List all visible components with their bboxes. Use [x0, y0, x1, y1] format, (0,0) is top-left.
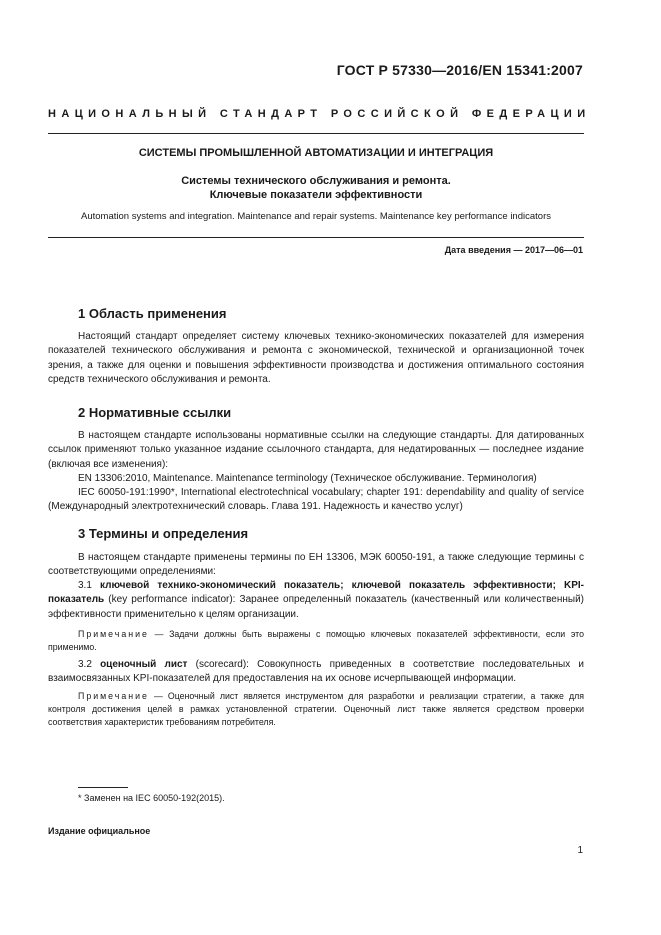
- note-2: Примечание — Оценочный лист является инструментом для разработки и реализации стратегии, а также для контроля достижения целей в рамках установленной стратегии. Оценочный лист также является средством проверки соответствия характеристик требованиям потребителя.: [48, 691, 584, 727]
- section-2-paragraph: В настоящем стандарте использованы нормативные ссылки на следующие стандарты. Для датированных ссылок применяют только указанное издание ссылочного стандарта, для недатированных — последнее издание (включая все изменения):: [48, 430, 584, 470]
- term-3-1-name: ключевой технико-экономический показатель; ключевой показатель эффективности; KPI-показатель: [48, 580, 584, 606]
- footnote: * Заменен на IEC 60050-192(2015).: [78, 793, 225, 803]
- footnote-divider: [78, 787, 128, 788]
- subtitle-line-2: Ключевые показатели эффективности: [209, 189, 423, 201]
- title-divider: [48, 237, 584, 238]
- document-title: СИСТЕМЫ ПРОМЫШЛЕННОЙ АВТОМАТИЗАЦИИ И ИНТЕГРАЦИЯ: [138, 147, 494, 159]
- term-3-2: 3.2 оценочный лист (scorecard): Совокупность приведенных в соответствие последовательных и взаимосвязанных KPI-показателей для предоставления на их основе исчерпывающей информации.: [48, 659, 584, 685]
- introduction-date: Дата введения — 2017—06—01: [444, 245, 583, 255]
- official-edition-label: Издание официальное: [48, 826, 151, 836]
- page-number: 1: [577, 845, 583, 856]
- section-3-heading: 3 Термины и определения: [78, 526, 249, 541]
- note-1: Примечание — Задачи должны быть выражены с помощью ключевых показателей эффективности, если это применимо.: [48, 629, 584, 652]
- term-3-1: 3.1 ключевой технико-экономический показатель; ключевой показатель эффективности; KPI-показатель (key performance indicator): Заранее определенный показатель (качественный или количественный) эффективности применительно к целям организации.: [48, 580, 584, 620]
- national-standard-banner: НАЦИОНАЛЬНЫЙ СТАНДАРТ РОССИЙСКОЙ ФЕДЕРАЦИИ: [48, 108, 591, 120]
- section-2-heading: 2 Нормативные ссылки: [78, 405, 232, 420]
- reference-iec-60050-191: IEC 60050-191:1990*, International electrotechnical vocabulary; chapter 191: dependability and quality of service (Международный электротехнический словарь. Глава 191. Надежность и качество услуг): [48, 487, 584, 513]
- note-label: Примечание: [78, 629, 149, 639]
- document-subtitle: [48, 174, 584, 202]
- term-3-2-name: оценочный лист: [100, 659, 188, 670]
- section-1-heading: 1 Область применения: [78, 306, 227, 321]
- reference-en-13306: EN 13306:2010, Maintenance. Maintenance terminology (Техническое обслуживание. Терминология): [78, 473, 537, 484]
- subtitle-line-1: Системы технического обслуживания и ремонта.: [181, 175, 451, 187]
- section-3-paragraph: В настоящем стандарте применены термины по ЕН 13306, МЭК 60050-191, а также следующие термины с соответствующими определениями:: [48, 552, 584, 578]
- top-divider: [48, 133, 584, 134]
- english-title: Automation systems and integration. Maintenance and repair systems. Maintenance key performance indicators: [81, 211, 551, 222]
- note-label: Примечание: [78, 691, 149, 701]
- section-1-paragraph: Настоящий стандарт определяет систему ключевых технико-экономических показателей для измерения показателей технического обслуживания и ремонта с экономической, технической и организационной точек зрения, а также для оценки и повышения эффективности производства и достижения оптимального состояния средств технического обслуживания и ремонта.: [48, 331, 584, 385]
- standard-code: ГОСТ Р 57330—2016/EN 15341:2007: [336, 62, 583, 78]
